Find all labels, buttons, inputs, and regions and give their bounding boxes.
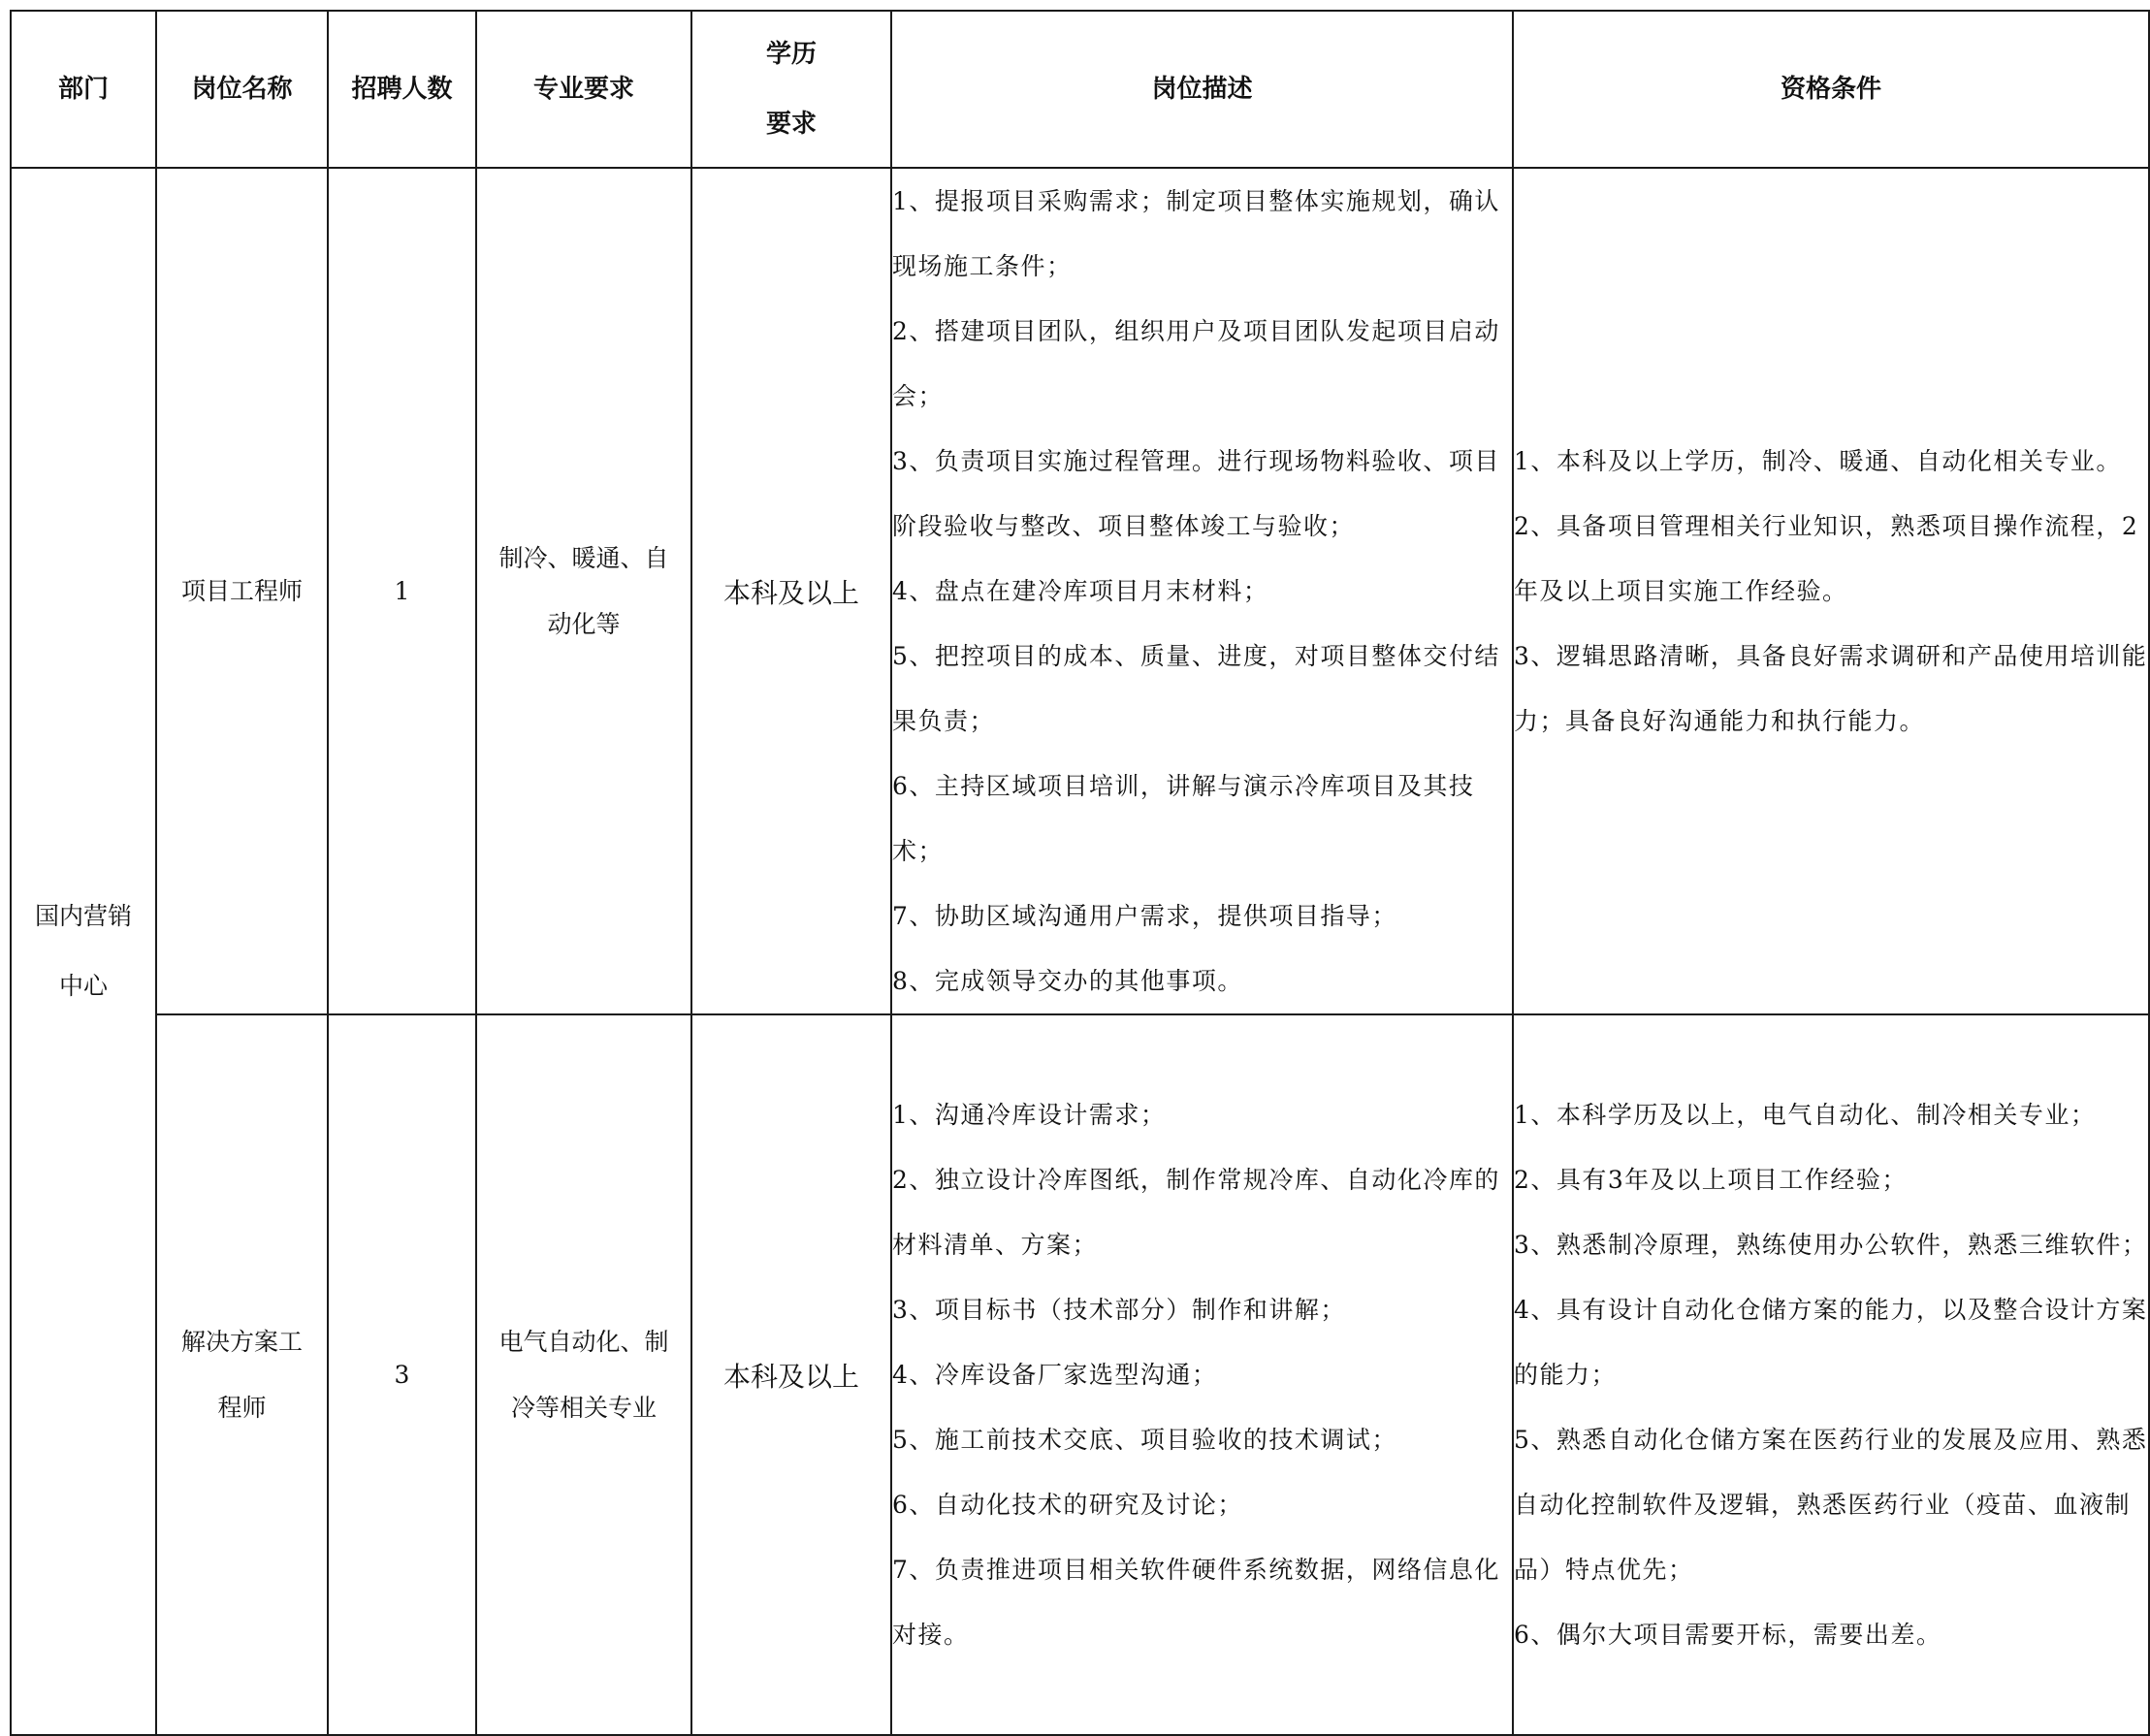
major-line2: 冷等相关专业	[510, 1393, 657, 1422]
qualification-item: 2、具备项目管理相关行业知识，熟悉项目操作流程，2年及以上项目实施工作经验。	[1514, 512, 2139, 605]
header-position: 岗位名称	[156, 11, 328, 168]
qualification-item: 6、偶尔大项目需要开标，需要出差。	[1514, 1621, 1942, 1649]
department-line2: 中心	[58, 972, 108, 1000]
description-item: 1、提报项目采购需求；制定项目整体实施规划，确认现场施工条件；	[892, 187, 1500, 280]
position-cell: 项目工程师	[156, 168, 328, 1014]
description-item: 2、搭建项目团队，组织用户及项目团队发起项目启动会；	[892, 317, 1500, 410]
description-item: 8、完成领导交办的其他事项。	[892, 967, 1243, 995]
header-education-line1: 学历	[765, 40, 817, 69]
description-cell	[891, 168, 1513, 1014]
description-item: 6、主持区域项目培训，讲解与演示冷库项目及其技术；	[892, 772, 1475, 865]
qualification-item: 2、具有3年及以上项目工作经验；	[1514, 1166, 1908, 1194]
description-item: 2、独立设计冷库图纸，制作常规冷库、自动化冷库的材料清单、方案；	[892, 1166, 1500, 1259]
description-item: 1、沟通冷库设计需求；	[892, 1101, 1167, 1129]
header-department: 部门	[11, 11, 156, 168]
qualification-item: 3、熟悉制冷原理，熟练使用办公软件，熟悉三维软件；	[1514, 1231, 2148, 1259]
description-item: 4、冷库设备厂家选型沟通；	[892, 1361, 1218, 1389]
count-cell: 3	[328, 1014, 476, 1735]
description-item: 6、自动化技术的研究及讨论；	[892, 1491, 1243, 1519]
header-education-line2: 要求	[765, 110, 817, 139]
department-cell	[11, 168, 156, 1735]
position-line1: 解决方案工	[180, 1327, 303, 1356]
qualification-cell	[1513, 1014, 2149, 1735]
qualification-item: 1、本科学历及以上，电气自动化、制冷相关专业；	[1514, 1101, 2097, 1129]
description-item: 7、协助区域沟通用户需求，提供项目指导；	[892, 902, 1397, 930]
qualification-item: 5、熟悉自动化仓储方案在医药行业的发展及应用、熟悉自动化控制软件及逻辑，熟悉医药行业（疫苗、血液制品）特点优先；	[1514, 1426, 2148, 1584]
description-item: 5、施工前技术交底、项目验收的技术调试；	[892, 1426, 1397, 1454]
major-line1: 制冷、暖通、自	[498, 543, 669, 572]
description-item: 5、把控项目的成本、质量、进度，对项目整体交付结果负责；	[892, 642, 1500, 735]
description-item: 4、盘点在建冷库项目月末材料；	[892, 577, 1269, 605]
qualification-cell	[1513, 168, 2149, 1014]
description-item: 3、项目标书（技术部分）制作和讲解；	[892, 1296, 1346, 1324]
department-line1: 国内营销	[34, 902, 132, 930]
position-line2: 程师	[217, 1393, 267, 1422]
major-cell	[476, 1014, 691, 1735]
education-cell: 本科及以上	[691, 1014, 891, 1735]
header-qualification: 资格条件	[1513, 11, 2149, 168]
table-row	[11, 168, 2149, 1014]
major-line1: 电气自动化、制	[498, 1327, 669, 1356]
qualification-item: 3、逻辑思路清晰，具备良好需求调研和产品使用培训能力；具备良好沟通能力和执行能力。	[1514, 642, 2148, 735]
qualification-item: 4、具有设计自动化仓储方案的能力，以及整合设计方案的能力；	[1514, 1296, 2148, 1389]
table-row	[11, 1014, 2149, 1735]
header-row	[11, 11, 2149, 168]
header-description: 岗位描述	[891, 11, 1513, 168]
description-item: 3、负责项目实施过程管理。进行现场物料验收、项目阶段验收与整改、项目整体竣工与验收；	[892, 447, 1500, 540]
header-education	[691, 11, 891, 168]
header-major: 专业要求	[476, 11, 691, 168]
count-cell: 1	[328, 168, 476, 1014]
recruitment-table	[10, 10, 2150, 1736]
education-cell: 本科及以上	[691, 168, 891, 1014]
description-item: 7、负责推进项目相关软件硬件系统数据，网络信息化对接。	[892, 1556, 1500, 1649]
description-cell	[891, 1014, 1513, 1735]
qualification-item: 1、本科及以上学历，制冷、暖通、自动化相关专业。	[1514, 447, 2122, 475]
major-cell	[476, 168, 691, 1014]
position-cell	[156, 1014, 328, 1735]
major-line2: 动化等	[547, 609, 621, 638]
header-count: 招聘人数	[328, 11, 476, 168]
